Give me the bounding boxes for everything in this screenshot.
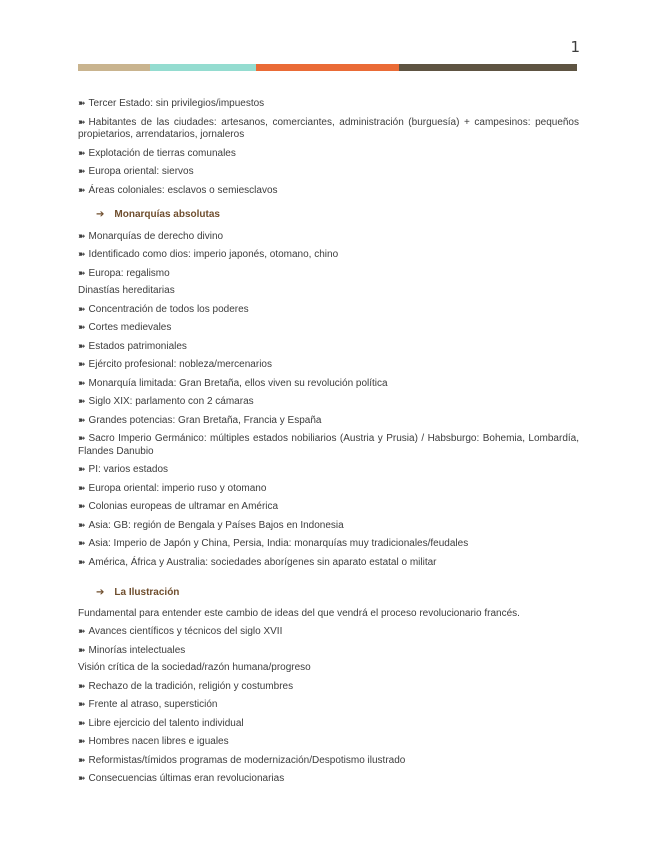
bullet-arrow-icon: ➽ (78, 147, 86, 158)
bullet-arrow-icon: ➽ (78, 501, 86, 511)
list-item (78, 754, 579, 768)
list-item (78, 97, 579, 111)
list-item (78, 432, 579, 458)
list-item-text: Colonias europeas de ultramar en América (88, 501, 279, 512)
list-item-text: Sacro Imperio Germánico: múltiples estados nobiliarios (Austria y Prusia) / Habsburgo: Bohemia, Lombardía, Flandes Danubio (78, 433, 579, 457)
list-item-text: Frente al atraso, superstición (88, 699, 218, 710)
list-item-text: Monarquías de derecho divino (88, 230, 224, 242)
document-body (78, 97, 579, 791)
section-ilustracion-list-2 (78, 680, 579, 786)
section-monarquias-list-1 (78, 230, 579, 281)
list-item (78, 463, 579, 477)
list-item-text: Habitantes de las ciudades: artesanos, comerciantes, administración (burguesía) + campesinos: pequeños propietarios, arrendatarios, jornaleros (78, 116, 579, 140)
bullet-arrow-icon: ➽ (78, 717, 86, 728)
list-item (78, 395, 579, 409)
list-item-text: Minorías intelectuales (88, 644, 186, 656)
list-item (78, 377, 579, 391)
list-item-text: Hombres nacen libres e iguales (88, 736, 229, 747)
header-segment-teal (150, 64, 256, 71)
list-item (78, 303, 579, 317)
heading-text: La Ilustración (114, 587, 180, 598)
list-item-text: Consecuencias últimas eran revolucionarias (88, 773, 285, 784)
list-item-text: Europa: regalismo (88, 267, 170, 279)
bullet-arrow-icon: ➽ (78, 538, 86, 548)
bullet-arrow-icon: ➽ (78, 377, 86, 388)
bullet-arrow-icon: ➽ (78, 699, 86, 709)
paragraph-intro-ilustracion: Fundamental para entender este cambio de ideas del que vendrá el proceso revolucionario francés. (78, 607, 520, 619)
bullet-arrow-icon: ➽ (78, 396, 86, 406)
list-item-text: Monarquía limitada: Gran Bretaña, ellos viven su revolución política (88, 377, 388, 389)
bullet-arrow-icon: ➽ (78, 322, 86, 332)
list-item-text: Identificado como dios: imperio japonés, otomano, chino (88, 249, 339, 260)
list-item-text: Ejército profesional: nobleza/mercenarios (88, 359, 272, 370)
list-item (78, 680, 579, 694)
bullet-arrow-icon: ➽ (78, 736, 86, 746)
list-item (78, 644, 579, 658)
list-item (78, 184, 579, 198)
page-number: 1 (570, 38, 580, 56)
list-item-text: Europa oriental: imperio ruso y otomano (88, 482, 267, 494)
arrow-icon: ➔ (96, 587, 105, 598)
list-item (78, 116, 579, 142)
list-item (78, 698, 579, 712)
bullet-arrow-icon: ➽ (78, 249, 86, 259)
list-item (78, 519, 579, 533)
bullet-arrow-icon: ➽ (78, 267, 86, 278)
section-ilustracion-list-1 (78, 625, 579, 657)
list-item-text: Libre ejercicio del talento individual (88, 717, 244, 729)
list-item (78, 556, 579, 570)
bullet-arrow-icon: ➽ (78, 754, 86, 765)
list-item (78, 772, 579, 786)
list-item (78, 321, 579, 335)
list-item (78, 717, 579, 731)
section-heading-monarquias (78, 209, 579, 222)
list-item-text: Explotación de tierras comunales (88, 147, 236, 159)
list-item-text: Avances científicos y técnicos del siglo XVII (88, 626, 283, 637)
section-heading-ilustracion (78, 587, 579, 600)
list-item (78, 735, 579, 749)
list-item-text: Asia: Imperio de Japón y China, Persia, India: monarquías muy tradicionales/feudales (88, 538, 469, 549)
section-monarquias-list-2 (78, 303, 579, 570)
list-item-text: Rechazo de la tradición, religión y costumbres (88, 680, 294, 692)
list-item-text: Estados patrimoniales (88, 340, 187, 352)
list-item (78, 500, 579, 514)
bullet-arrow-icon: ➽ (78, 303, 86, 314)
bullet-arrow-icon: ➽ (78, 519, 86, 530)
list-item-text: Grandes potencias: Gran Bretaña, Francia y España (88, 414, 322, 426)
list-item-text: Tercer Estado: sin privilegios/impuestos (88, 98, 265, 109)
bullet-arrow-icon: ➽ (78, 626, 86, 636)
paragraph-dinastias: Dinastías hereditarias (78, 285, 175, 296)
bullet-arrow-icon: ➽ (78, 230, 86, 241)
list-item-text: Asia: GB: región de Bengala y Países Bajos en Indonesia (88, 519, 344, 531)
bullet-arrow-icon: ➽ (78, 359, 86, 369)
list-item-text: Siglo XIX: parlamento con 2 cámaras (88, 396, 254, 407)
bullet-arrow-icon: ➽ (78, 482, 86, 493)
bullet-arrow-icon: ➽ (78, 644, 86, 655)
list-item (78, 358, 579, 372)
list-item (78, 340, 579, 354)
list-item (78, 147, 579, 161)
header-segment-orange (256, 64, 399, 71)
bullet-arrow-icon: ➽ (78, 433, 86, 443)
list-item (78, 537, 579, 551)
arrow-icon: ➔ (96, 209, 105, 220)
list-item-text: Europa oriental: siervos (88, 166, 194, 177)
bullet-arrow-icon: ➽ (78, 98, 86, 108)
bullet-arrow-icon: ➽ (78, 184, 86, 195)
bullet-arrow-icon: ➽ (78, 116, 86, 127)
section-tercer-estado (78, 97, 579, 197)
list-item (78, 248, 579, 262)
list-item-text: Concentración de todos los poderes (88, 303, 249, 315)
paragraph-vision-critica: Visión crítica de la sociedad/razón humana/progreso (78, 662, 311, 673)
list-item-text: Reformistas/tímidos programas de modernización/Despotismo ilustrado (88, 754, 406, 766)
bullet-arrow-icon: ➽ (78, 464, 86, 474)
header-segment-tan (78, 64, 150, 71)
header-color-bar (78, 64, 577, 71)
list-item-text: Áreas coloniales: esclavos o semiesclavos (88, 184, 278, 196)
list-item (78, 267, 579, 281)
header-segment-brown (399, 64, 577, 71)
bullet-arrow-icon: ➽ (78, 340, 86, 351)
list-item (78, 165, 579, 179)
list-item (78, 414, 579, 428)
bullet-arrow-icon: ➽ (78, 414, 86, 425)
list-item (78, 625, 579, 639)
bullet-arrow-icon: ➽ (78, 166, 86, 176)
bullet-arrow-icon: ➽ (78, 680, 86, 691)
list-item-text: Cortes medievales (88, 322, 172, 333)
list-item-text: PI: varios estados (88, 464, 169, 475)
list-item-text: América, África y Australia: sociedades aborígenes sin aparato estatal o militar (88, 556, 437, 568)
list-item (78, 482, 579, 496)
bullet-arrow-icon: ➽ (78, 773, 86, 783)
list-item (78, 230, 579, 244)
bullet-arrow-icon: ➽ (78, 556, 86, 567)
heading-text: Monarquías absolutas (114, 209, 220, 220)
